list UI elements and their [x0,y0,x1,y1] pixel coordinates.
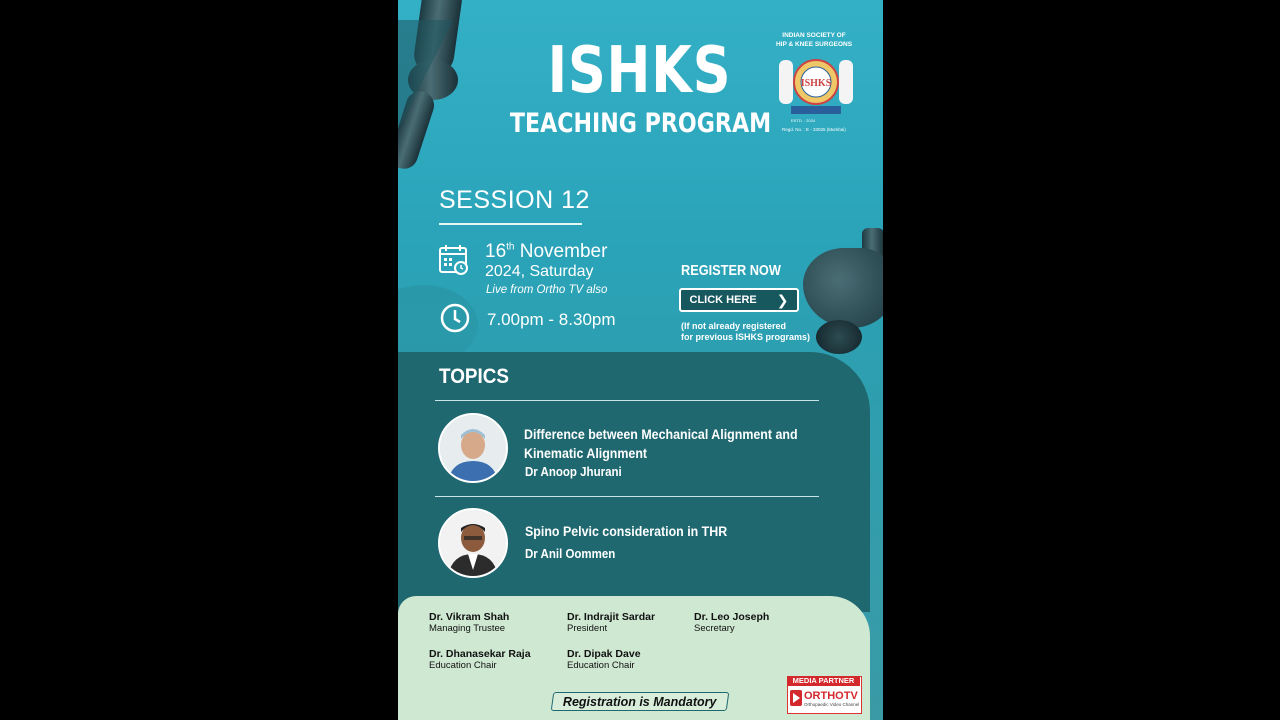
member-name: Dr. Indrajit Sardar [567,611,656,623]
click-here-button[interactable] [679,288,799,312]
topic-title-line1: Difference between Mechanical Alignment and [524,427,798,442]
event-poster [398,0,883,720]
speaker-avatar-anoop [438,413,508,483]
society-estd: ESTD. : 2024 [791,118,816,123]
society-logo-emblem [773,50,859,116]
media-partner-label: MEDIA PARTNER [787,676,860,686]
chevron-right-icon: ❯ [776,291,789,308]
member-name: Dr. Vikram Shah [429,611,510,623]
member-role: Managing Trustee [429,623,506,634]
registration-note-line1: (If not already registered [681,321,787,331]
topic-title: Spino Pelvic consideration in THR [525,524,728,539]
topic-title [524,425,798,463]
member-name: Dr. Dipak Dave [567,648,641,660]
calendar-icon [438,244,470,276]
speaker-name: Dr Anoop Jhurani [525,465,622,479]
date-suffix: th [506,241,515,253]
committee-member [567,611,655,634]
society-name [756,31,872,49]
topics-heading: TOPICS [439,365,510,388]
committee-member [567,648,641,671]
click-here-label: CLICK HERE [689,294,757,306]
registration-mandatory-badge [551,692,730,711]
registration-note-line2: for previous ISHKS programs) [681,332,811,342]
speaker-name: Dr Anil Oommen [525,547,616,561]
date-day: 16 [485,241,507,262]
society-regd: Regd. No. : E - 33025 (Mumbai) [782,127,846,132]
registration-note [681,321,810,343]
session-time: 7.00pm - 8.30pm [487,310,616,329]
ortho-tv-logo: ORTHOTV [804,690,858,702]
session-date [485,241,607,263]
topics-divider [435,496,819,497]
ortho-tv-tagline: Orthopaedic Video Channel [804,702,860,707]
member-role: President [567,623,608,634]
committee-member [429,648,531,671]
speaker-photo [440,510,506,576]
topic-title-line2: Kinematic Alignment [524,446,648,461]
date-month: November [514,241,608,262]
society-name-line1: INDIAN SOCIETY OF [782,32,846,39]
topics-divider [435,400,819,401]
session-underline [439,223,582,225]
committee-member [694,611,769,634]
session-label: SESSION 12 [439,186,590,214]
member-name: Dr. Dhanasekar Raja [429,648,531,660]
clock-icon [439,302,471,334]
program-title: ISHKS [547,34,732,108]
committee-member [429,611,509,634]
register-now-heading: REGISTER NOW [681,262,781,279]
emblem-text: ISHKS [800,78,832,89]
member-name: Dr. Leo Joseph [694,611,770,623]
play-icon [790,690,802,706]
session-date-line2: 2024, Saturday [485,263,594,280]
society-name-line2: HIP & KNEE SURGEONS [775,41,853,48]
speaker-avatar-anil [438,508,508,578]
member-role: Education Chair [567,660,635,671]
program-subtitle: TEACHING PROGRAM [509,108,772,139]
live-note: Live from Ortho TV also [486,284,608,296]
mandatory-text: Registration is Mandatory [563,694,717,709]
speaker-photo [440,415,506,481]
member-role: Education Chair [429,660,497,671]
member-role: Secretary [694,623,735,634]
